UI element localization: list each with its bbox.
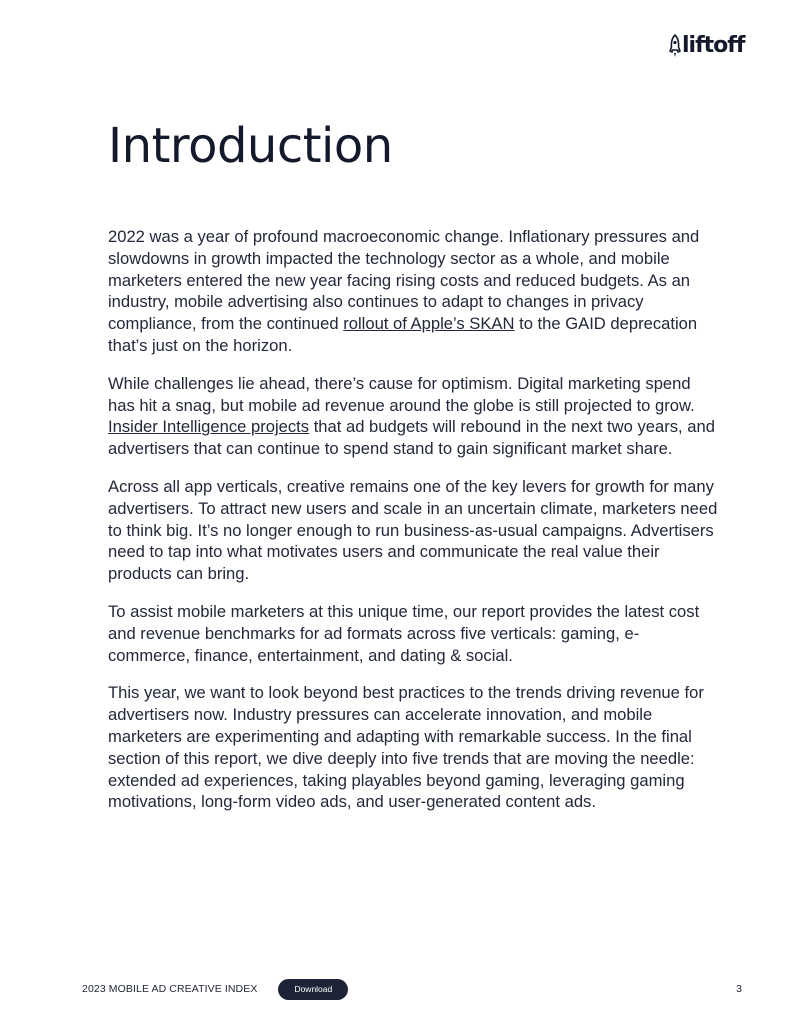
intro-body [108, 226, 720, 829]
rocket-icon [669, 34, 681, 58]
liftoff-logo[interactable] [669, 34, 744, 58]
page-title: Introduction [108, 118, 393, 174]
download-button[interactable]: Download [278, 979, 348, 1000]
paragraph-5: This year, we want to look beyond best practices to the trends driving revenue for advertisers now. Industry pressures can accelerate innovation, and mobile marketers are experimenting and adapting with remarkable success. In the final section of this report, we dive deeply into five trends that are moving the needle: extended ad experiences, taking playables beyond gaming, leveraging gaming motivations, long-form video ads, and user-generated content ads. [108, 683, 704, 812]
apple-skan-link[interactable]: rollout of Apple’s SKAN [343, 314, 515, 334]
paragraph-4: To assist mobile marketers at this unique time, our report provides the latest cost and revenue benchmarks for ad formats across five verticals: gaming, e-commerce, finance, entertainment, and dating & social. [108, 601, 700, 665]
paragraph-1: 2022 was a year of profound macroeconomic change. Inflationary pressures and slowdowns in growth impacted the technology sector as a whole, and mobile marketers entered the new year facing rising costs and reduced budgets. As an industry, mobile advertising also continues to adapt to changes in privacy compliance, from the continued rollout of Apple’s SKAN to the GAID deprecation that’s just on the horizon. [108, 227, 700, 355]
logo-wordmark: liftoff [682, 33, 745, 58]
insider-intelligence-link[interactable]: Insider Intelligence projects [108, 417, 310, 437]
paragraph-3: Across all app verticals, creative remains one of the key levers for growth for many advertisers. To attract new users and scale in an uncertain climate, marketers need to think big. It’s no longer enough to run business-as-usual campaigns. Advertisers need to tap into what motivates users and communicate the real value their products can bring. [108, 476, 718, 584]
page-number: 3 [736, 983, 742, 995]
report-title: 2023 MOBILE AD CREATIVE INDEX [82, 983, 258, 995]
page-footer [82, 978, 742, 1000]
paragraph-2: While challenges lie ahead, there’s cause for optimism. Digital marketing spend has hit a snag, but mobile ad revenue around the globe is still projected to grow. Insider Intelligence projects that ad budgets will rebound in the next two years, and advertisers that can continue to spend stand to gain significant market share. [108, 373, 715, 459]
